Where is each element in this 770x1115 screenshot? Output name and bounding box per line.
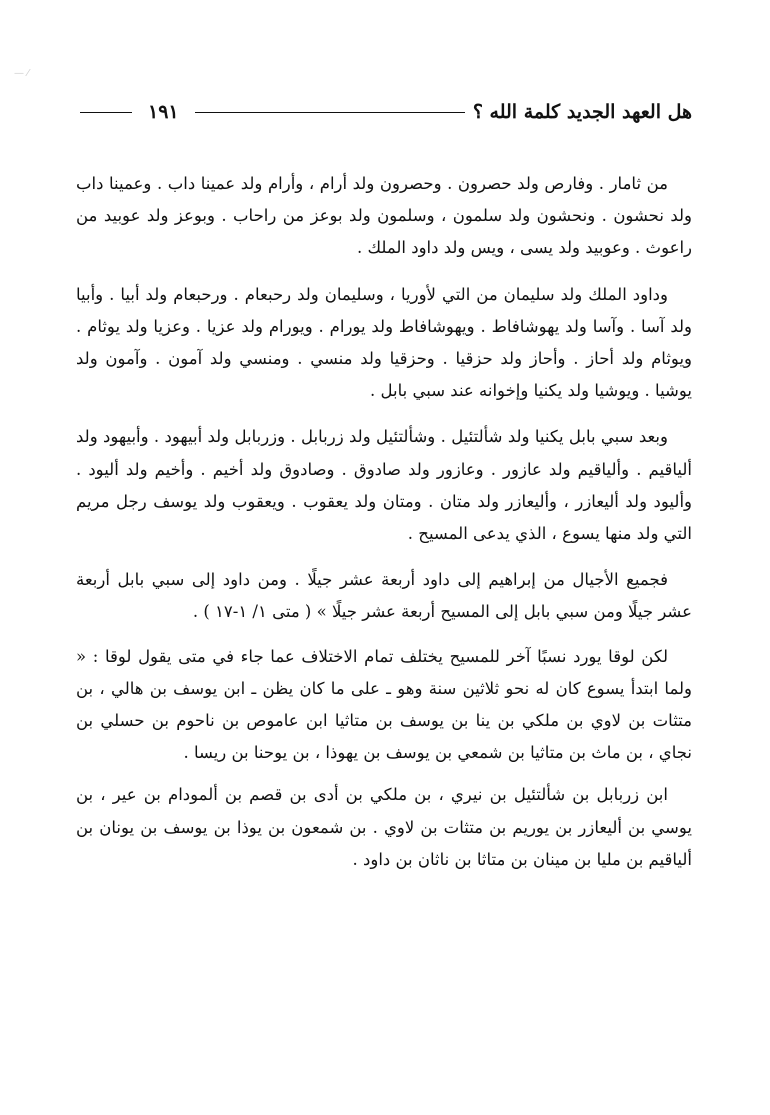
header-rule (195, 112, 465, 113)
paragraph-2: وداود الملك ولد سليمان من التي لأوريا ، وسليمان ولد رحبعام . ورحبعام ولد أبيا . وأبيا ولد آسا . وآسا ولد يهوشافاط . ويهوشافاط ولد يورام . ويورام ولد عزيا . وعزيا ولد يوثام . ويوثام ولد أحاز . وأحاز ولد حزقيا . وحزقيا ولد منسي . ومنسي ولد آمون . وآمون ولد يوشيا . ويوشيا ولد يكنيا وإخوانه عند سبي بابل . (76, 284, 692, 401)
page-body (76, 168, 692, 890)
paragraph-1: من ثامار . وفارص ولد حصرون . وحصرون ولد أرام ، وأرام ولد عمينا داب . وعمينا داب ولد نحشون . ونحشون ولد سلمون ، وسلمون ولد بوعز من راحاب . وبوعز ولد عوبيد من راعوث . وعوبيد ولد يسى ، ويس ولد داود الملك . (76, 174, 692, 258)
paragraph-5: لكن لوقا يورد نسبًا آخر للمسيح يختلف تمام الاختلاف عما جاء في متى يقول لوقا : « ولما ابتدأ يسوع كان له نحو ثلاثين سنة وهو ـ على ما كان يظن ـ ابن يوسف بن هالي ، بن متثات بن لاوي بن ملكي بن ينا بن يوسف بن متاثيا ابن عاموص بن ناحوم بن حسلي بن نجاي ، بن ماث بن متاثيا بن شمعي بن يوسف بن يهوذا ، بن يوحنا بن ريسا . (76, 646, 692, 763)
paragraph-3: وبعد سبي بابل يكنيا ولد شألتئيل . وشألتئيل ولد زربابل . وزربابل ولد أبيهود . وأبيهود ولد ألياقيم . وألياقيم ولد عازور . وعازور ولد صادوق . وصادوق ولد أخيم . وأخيم ولد أليود . وأليود ولد أليعازر ، وأليعازر ولد متان . ومتان ولد يعقوب . ويعقوب ولد يوسف رجل مريم التي ولد منها يسوع ، الذي يدعى المسيح . (76, 427, 692, 544)
paragraph-4: فجميع الأجيال من إبراهيم إلى داود أربعة عشر جيلًا . ومن داود إلى سبي بابل أربعة عشر جيلًا ومن سبي بابل إلى المسيح أربعة عشر جيلًا » ( متى ١/ ١-١٧ ) . (76, 570, 692, 622)
page-number: ١٩١ (148, 101, 179, 123)
header-rule-end (80, 112, 132, 113)
running-title: هل العهد الجديد كلمة الله ؟ (472, 101, 692, 123)
page-header (80, 98, 692, 126)
paragraph-6: ابن زربابل بن شألتئيل بن نيري ، بن ملكي بن أدى بن قصم بن ألمودام بن عير ، بن يوسي بن أليعازر بن يوريم بن متثات بن لاوي . بن شمعون بن يوذا بن يوسف بن يونان بن ألياقيم بن مليا بن مينان بن متاثا بن ناثان بن داود . (76, 785, 692, 869)
scan-mark: — ⁄ (14, 68, 29, 79)
